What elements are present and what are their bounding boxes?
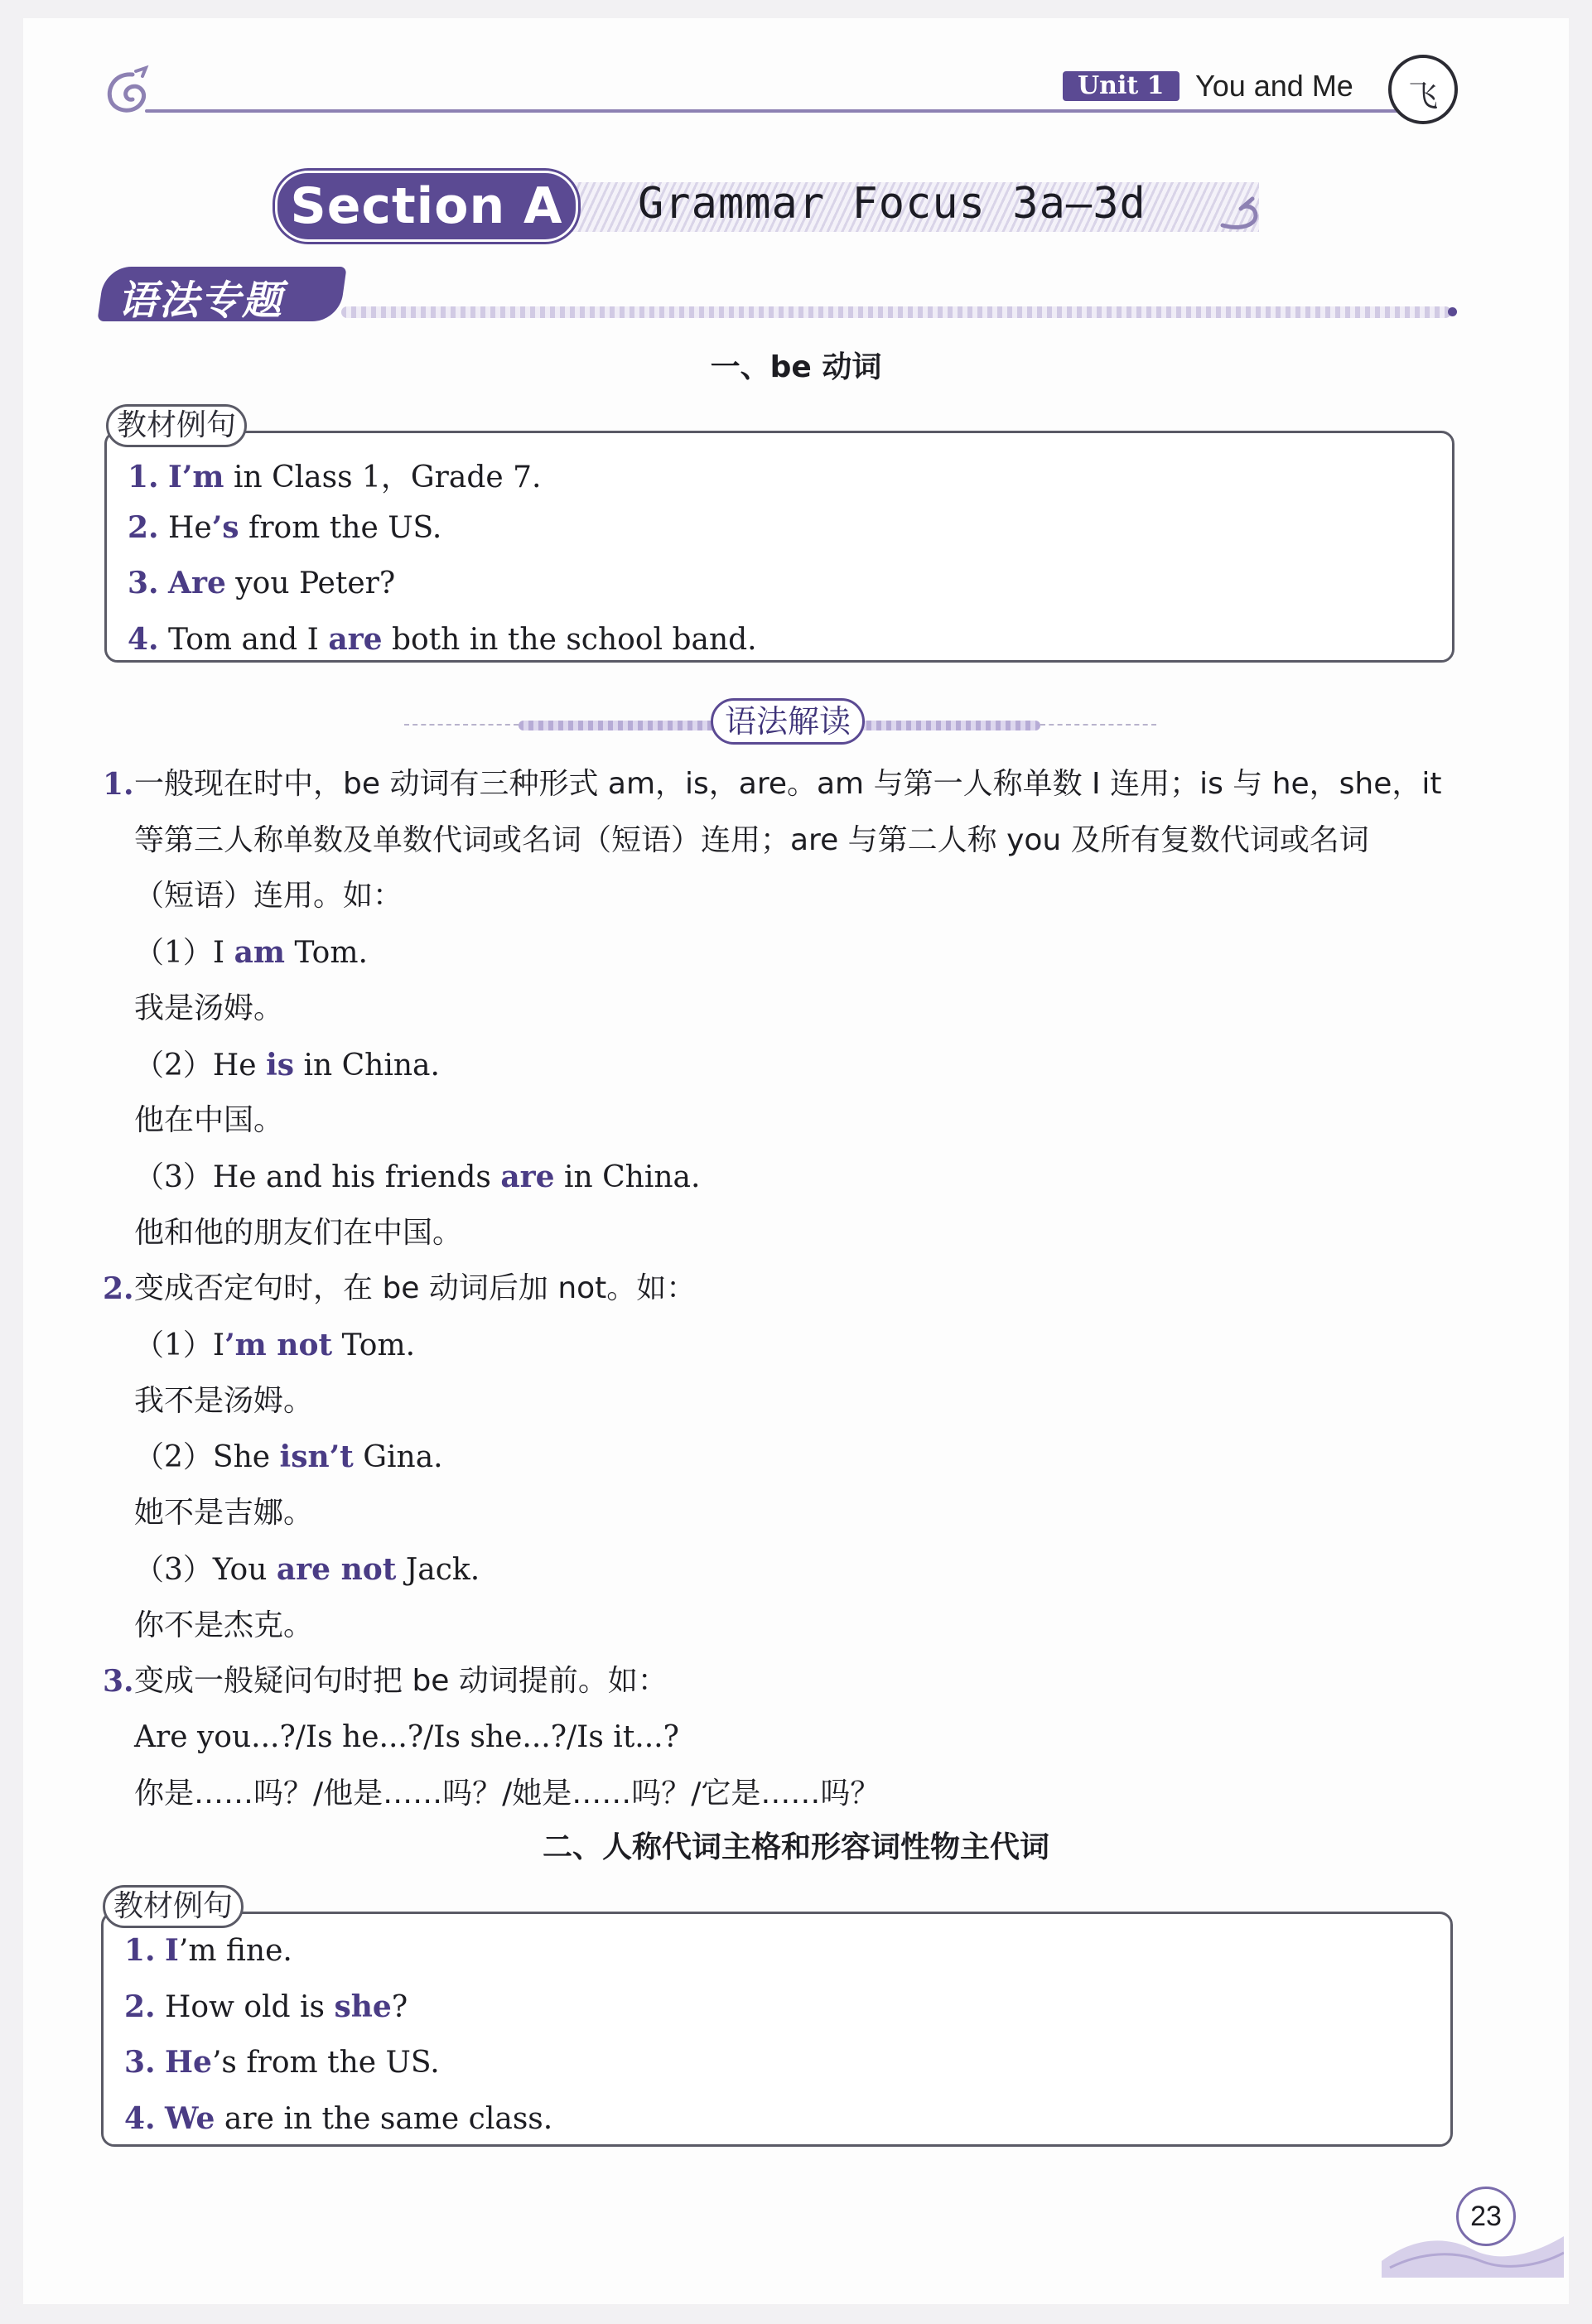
divider-dash-left <box>404 724 519 726</box>
text-segment: Tom. <box>285 936 368 971</box>
part1-example-label: 教材例句 <box>106 404 247 447</box>
example-number: 2. <box>124 1989 156 2024</box>
text-segment: Tom and I <box>158 622 329 657</box>
text-segment <box>159 567 168 600</box>
example-english <box>134 1437 443 1478</box>
text-segment <box>159 460 168 494</box>
text-segment: Gina. <box>353 1440 443 1475</box>
example-english <box>134 1045 440 1086</box>
text-segment: you Peter? <box>225 567 396 600</box>
text-segment: both in the school band. <box>382 622 757 657</box>
example-english <box>134 1550 480 1590</box>
text-segment: （1）I <box>134 936 234 971</box>
text-segment: How old is <box>155 1989 335 2024</box>
text-segment: Tom. <box>332 1328 416 1362</box>
point-number: 2. <box>103 1271 134 1307</box>
example-sentence <box>124 1989 408 2024</box>
example-sentence <box>124 1933 292 1968</box>
text-segment: ’m fine. <box>178 1934 292 1968</box>
explain-label: 语法解读 <box>711 698 865 745</box>
section-title: Section A <box>275 171 578 242</box>
part1-heading: 一、be 动词 <box>710 350 882 384</box>
highlighted-word: am <box>234 935 285 971</box>
text-segment: in Class 1，Grade 7. <box>224 460 542 494</box>
topic-rail <box>341 306 1451 318</box>
example-chinese: 你是……吗？/他是……吗？/她是……吗？/它是……吗？ <box>134 1776 880 1811</box>
header-rule <box>145 109 1404 113</box>
highlighted-word: isn’t <box>279 1439 354 1475</box>
text-segment <box>156 2046 165 2080</box>
example-number: 3. <box>128 566 159 600</box>
point-number: 3. <box>103 1664 134 1700</box>
example-english <box>134 1325 415 1366</box>
text-segment: from the US. <box>239 510 442 545</box>
highlighted-word: she <box>334 1989 392 2024</box>
example-chinese: 我是汤姆。 <box>134 991 284 1025</box>
point-text-line: 等第三人称单数及单数代词或名词（短语）连用；are 与第二人称 you 及所有复数代词或名词 <box>134 822 1369 857</box>
example-number: 4. <box>128 621 159 657</box>
example-english <box>134 1157 700 1198</box>
example-chinese: 她不是吉娜。 <box>134 1496 314 1531</box>
highlighted-word: I <box>165 1933 179 1968</box>
example-number: 2. <box>128 509 159 545</box>
focus-title: Grammar Focus 3a—3d <box>638 179 1146 229</box>
text-segment: （2）She <box>134 1440 280 1475</box>
text-segment: in China. <box>294 1048 440 1082</box>
point-text-line: 一般现在时中，be 动词有三种形式 am，is，are。am 与第一人称单数 I 连用；is 与 he，she，it <box>134 767 1442 801</box>
highlighted-word: I’m <box>168 460 224 494</box>
highlighted-word: ’m not <box>224 1328 333 1362</box>
text-segment: ? <box>391 1989 408 2024</box>
text-segment <box>156 1934 165 1968</box>
point-text-line: 变成一般疑问句时把 be 动词提前。如： <box>134 1664 668 1699</box>
highlighted-word: ’s <box>211 509 239 545</box>
publisher-logo-glyph: 飞 <box>1407 80 1438 113</box>
point-text-line: 变成否定句时，在 be 动词后加 not。如： <box>134 1271 697 1306</box>
rail-end-dot <box>1448 307 1457 316</box>
example-sentence <box>124 2101 552 2136</box>
unit-badge: Unit 1 <box>1063 71 1180 101</box>
swirl-ornament-icon <box>99 65 157 123</box>
example-sentence <box>128 622 757 657</box>
text-segment <box>156 2102 165 2136</box>
topic-title: 语法专题 <box>118 277 284 324</box>
highlighted-word: is <box>266 1047 295 1082</box>
unit-title: You and Me <box>1195 69 1353 103</box>
point-text-line: （短语）连用。如： <box>134 879 403 914</box>
example-sentence <box>128 510 441 545</box>
example-chinese: 你不是杰克。 <box>134 1608 314 1642</box>
example-sentence <box>124 2045 440 2080</box>
highlighted-word: Are <box>168 566 226 600</box>
example-number: 3. <box>124 2045 156 2080</box>
part2-example-label: 教材例句 <box>103 1885 244 1928</box>
text-segment: （3）You <box>134 1552 277 1587</box>
text-segment: （3）He and his friends <box>134 1160 501 1194</box>
text-segment: He <box>158 510 212 545</box>
text-segment: Jack. <box>396 1552 480 1587</box>
page-number: 23 <box>1456 2187 1516 2246</box>
text-segment: in China. <box>554 1160 701 1194</box>
part2-heading: 二、人称代词主格和形容词性物主代词 <box>542 1830 1049 1864</box>
point-number: 1. <box>103 767 134 802</box>
highlighted-word: We <box>165 2100 215 2136</box>
text-segment: （1）I <box>134 1328 225 1362</box>
highlighted-word: He <box>165 2045 212 2080</box>
example-sentence <box>128 566 395 600</box>
divider-dash-right <box>1040 724 1156 726</box>
example-english <box>134 1718 679 1757</box>
example-chinese: 他在中国。 <box>134 1103 284 1138</box>
text-segment: Are you...?/Is he...?/Is she...?/Is it...? <box>134 1719 679 1754</box>
example-chinese: 他和他的朋友们在中国。 <box>134 1215 463 1250</box>
highlighted-word: are <box>328 621 383 657</box>
example-number: 4. <box>124 2100 156 2136</box>
text-segment: （2）He <box>134 1048 267 1082</box>
text-segment: ’s from the US. <box>211 2046 440 2080</box>
highlighted-word: are <box>500 1159 555 1194</box>
example-chinese: 我不是汤姆。 <box>134 1383 314 1418</box>
example-number: 1. <box>124 1933 156 1968</box>
highlighted-word: are not <box>276 1551 397 1587</box>
publisher-logo <box>1388 55 1458 124</box>
example-number: 1. <box>128 460 159 494</box>
example-sentence <box>128 454 542 496</box>
text-segment: are in the same class. <box>215 2101 553 2136</box>
example-english <box>134 933 368 973</box>
hook-ornament-icon <box>1216 192 1266 234</box>
